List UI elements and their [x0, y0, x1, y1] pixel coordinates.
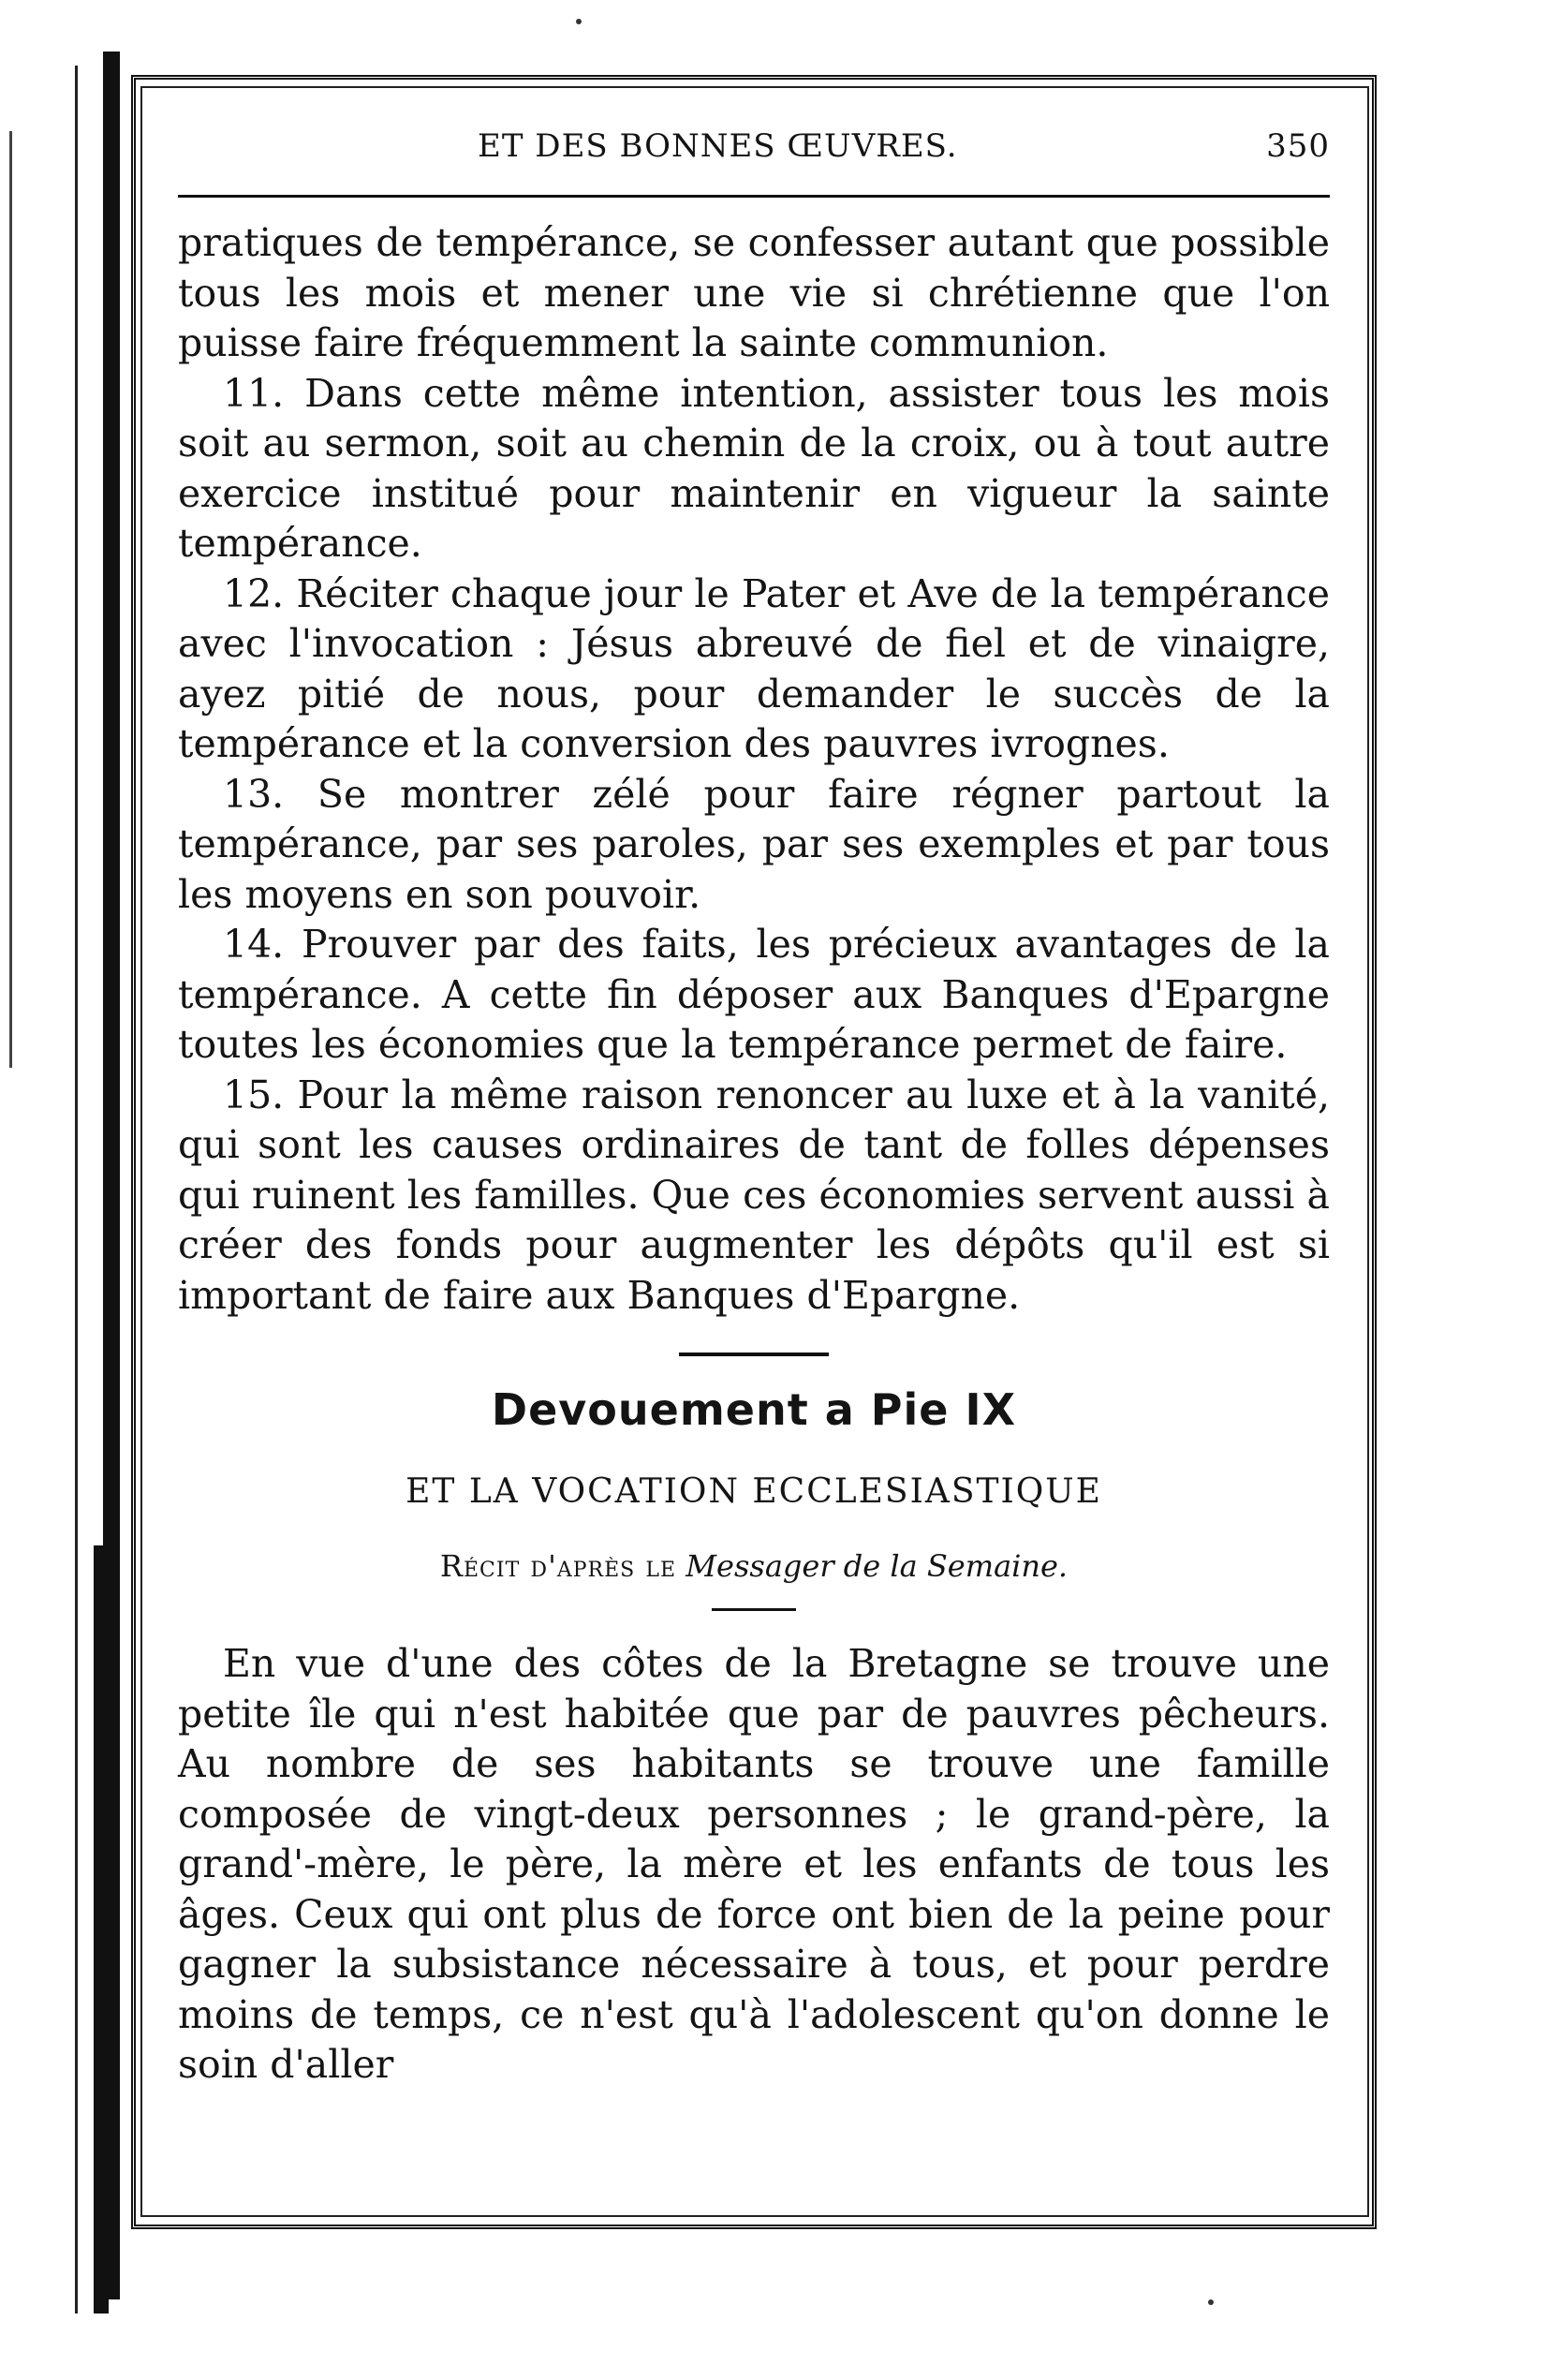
section-subdivider	[712, 1608, 796, 1611]
narrative-paragraph: En vue d'une des côtes de la Bretagne se trouve une petite île qui n'est habitée que par de pauvres pêcheurs. Au nombre de ses habitants se trouve une famille composée de vingt-deux personnes ; le grand-père, la grand'-mère, le père, la mère et les enfants de tous les âges. Ceux qui ont plus de force ont bien de la peine pour gagner la subsistance nécessaire à tous, et pour perdre moins de temps, ce n'est qu'à l'adolescent qu'on donne le soin d'aller	[178, 1641, 1330, 2087]
list-item-text: 13. Se montrer zélé pour faire régner partout la tempérance, par ses paroles, par ses exemples et par tous les moyens en son pouvoir.	[178, 771, 1330, 917]
section-title: Devouement a Pie IX	[491, 1384, 1017, 1435]
header-rule	[178, 195, 1330, 198]
scan-edge-line	[9, 131, 12, 1068]
section-source	[178, 1548, 1330, 1584]
page-content	[178, 122, 1330, 2091]
list-item-text: 12. Réciter chaque jour le Pater et Ave de la tempérance avec l'invocation : Jésus abreuvé de fiel et de vinaigre, ayez pitié de nous, pour demander le succès de la tempérance et la conversion des pauvres ivrognes.	[178, 570, 1330, 766]
narrative	[178, 1639, 1330, 2091]
list-item-text: 14. Prouver par des faits, les précieux avantages de la tempérance. A cette fin déposer aux Banques d'Epargne toutes les économies que la tempérance permet de faire.	[178, 922, 1330, 1067]
scan-speck	[1208, 2299, 1214, 2305]
paragraph-continuation: pratiques de tempérance, se confesser autant que possible tous les mois et mener une vie si chrétienne que l'on puisse faire fréquemment la sainte communion.	[178, 220, 1330, 365]
source-prefix: Récit d'après le	[439, 1548, 677, 1584]
list-item-11	[178, 369, 1330, 569]
list-item-text: 11. Dans cette même intention, assister tous les mois soit au sermon, soit au chemin de la croix, ou à tout autre exercice institué pour maintenir en vigueur la sainte tempérance.	[178, 370, 1330, 566]
running-head	[178, 122, 1330, 178]
binding-line	[75, 66, 78, 2313]
source-title: Messager de la Semaine.	[686, 1548, 1069, 1584]
list-item-14	[178, 920, 1330, 1071]
list-item-12	[178, 569, 1330, 770]
section-subtitle: ET LA VOCATION ECCLESIASTIQUE	[405, 1472, 1102, 1511]
list-item-13	[178, 770, 1330, 921]
rules-list	[178, 218, 1330, 1321]
scan-speck	[576, 19, 582, 24]
section-divider	[679, 1353, 829, 1356]
running-title: ET DES BONNES ŒUVRES.	[478, 127, 958, 165]
list-item-15	[178, 1071, 1330, 1322]
list-item-text: 15. Pour la même raison renoncer au luxe et à la vanité, qui sont les causes ordinaires de tant de folles dépenses qui ruinent les familles. Que ces économies servent aussi à créer des fonds pour augmenter les dépôts qu'il est si important de faire aux Banques d'Epargne.	[178, 1072, 1330, 1318]
page-number: 350	[1266, 127, 1330, 165]
binding-bar-lower	[94, 1545, 109, 2313]
